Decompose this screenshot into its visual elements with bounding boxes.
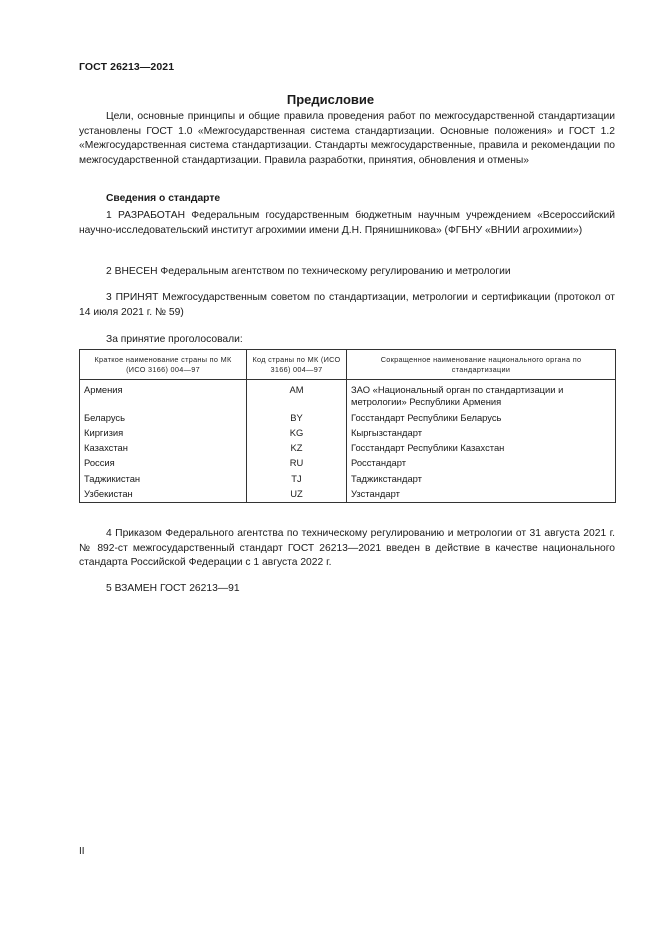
cell-country: Таджикистан	[80, 472, 247, 487]
cell-code: UZ	[247, 487, 347, 503]
column-header-code: Код страны по МК (ИСО 3166) 004—97	[247, 350, 347, 380]
table-row	[80, 456, 616, 471]
cell-country: Киргизия	[80, 426, 247, 441]
cell-code: KZ	[247, 441, 347, 456]
table-header-row	[80, 350, 616, 380]
cell-body: Госстандарт Республики Казахстан	[347, 441, 616, 456]
info-heading: Сведения о стандарте	[106, 193, 221, 204]
cell-body: Таджикстандарт	[347, 472, 616, 487]
page-title: Предисловие	[286, 92, 375, 107]
vote-label: За принятие проголосовали:	[106, 334, 243, 345]
document-code: ГОСТ 26213—2021	[79, 61, 175, 73]
page-number: II	[79, 846, 85, 857]
item-adopted: 3 ПРИНЯТ Межгосударственным советом по стандартизации, метрологии и сертификации (протокол от 14 июля 2021 г. № 59)	[79, 292, 615, 318]
item-replaces: 5 ВЗАМЕН ГОСТ 26213—91	[106, 583, 240, 594]
column-header-country: Краткое наименование страны по МК (ИСО 3166) 004—97	[80, 350, 247, 380]
table-row	[80, 487, 616, 503]
table-row	[80, 426, 616, 441]
table-row	[80, 411, 616, 426]
cell-body: Госстандарт Республики Беларусь	[347, 411, 616, 426]
cell-code: RU	[247, 456, 347, 471]
item-order: 4 Приказом Федерального агентства по техническому регулированию и метрологии от 31 августа 2021 г. № 892-ст межгосударственный стандарт ГОСТ 26213—2021 введен в действие в качестве национального стандарта Российской Федерации с 1 августа 2022 г.	[79, 528, 615, 569]
cell-country: Армения	[80, 380, 247, 411]
cell-code: BY	[247, 411, 347, 426]
cell-code: KG	[247, 426, 347, 441]
cell-country: Узбекистан	[80, 487, 247, 503]
table-row	[80, 380, 616, 411]
item-introduced: 2 ВНЕСЕН Федеральным агентством по техническому регулированию и метрологии	[106, 266, 511, 277]
column-header-body: Сокращенное наименование национального органа по стандартизации	[347, 350, 616, 380]
cell-country: Беларусь	[80, 411, 247, 426]
table-row	[80, 472, 616, 487]
cell-body: Кыргызстандарт	[347, 426, 616, 441]
cell-body: Узстандарт	[347, 487, 616, 503]
cell-country: Казахстан	[80, 441, 247, 456]
intro-paragraph: Цели, основные принципы и общие правила проведения работ по межгосударственной стандартизации установлены ГОСТ 1.0 «Межгосударственная система стандартизации. Основные положения» и ГОСТ 1.2 «Межгосударственная система стандартизации. Стандарты межгосударственные, правила и рекомендации по межгосударственной стандартизации. Правила разработки, принятия, обновления и отмены»	[79, 111, 615, 166]
cell-code: TJ	[247, 472, 347, 487]
table-row	[80, 441, 616, 456]
cell-body: ЗАО «Национальный орган по стандартизации и метрологии» Республики Армения	[347, 380, 616, 411]
cell-country: Россия	[80, 456, 247, 471]
cell-code: AM	[247, 380, 347, 411]
item-developed: 1 РАЗРАБОТАН Федеральным государственным бюджетным научным учреждением «Всероссийский научно-исследовательский институт агрохимии имени Д.Н. Прянишникова» (ФГБНУ «ВНИИ агрохимии»)	[79, 210, 615, 236]
member-states-table	[79, 349, 616, 503]
cell-body: Росстандарт	[347, 456, 616, 471]
